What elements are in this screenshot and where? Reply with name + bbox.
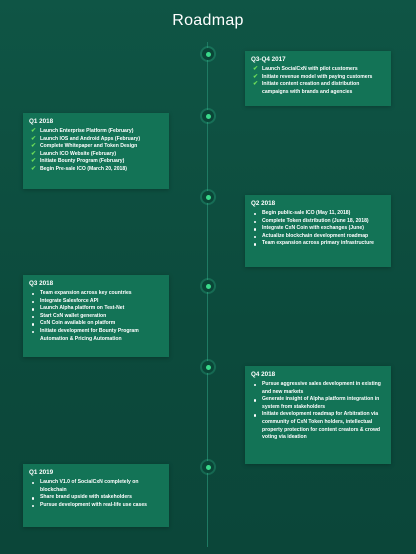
list-item: ✔ Launch ICO Website (February) <box>31 150 117 157</box>
timeline-dot <box>202 461 214 473</box>
milestone-card-q3-q4-2017 <box>245 51 391 106</box>
milestone-card-q3-2018 <box>23 275 169 357</box>
list-item: Actualize blockchain development roadmap <box>251 233 385 241</box>
milestone-list <box>29 290 163 343</box>
timeline-dot <box>202 191 214 203</box>
list-item: Generate insight of Alpha platform integration in system from stakeholders <box>251 396 385 411</box>
check-icon: ✔ <box>31 158 37 165</box>
list-item: ✔ Launch IOS and Android Apps (February) <box>31 135 141 142</box>
check-icon: ✔ <box>253 66 259 72</box>
bullet-icon <box>32 497 34 499</box>
milestone-card-q1-2018 <box>23 113 169 189</box>
milestone-title: Q1 2018 <box>29 118 54 125</box>
list-item: ✔ Initiate Bounty Program (February) <box>31 158 125 165</box>
check-icon: ✔ <box>253 73 259 80</box>
bullet-icon <box>32 323 34 325</box>
list-item: Pursue development with real-life use cases <box>29 502 163 510</box>
bullet-icon <box>254 236 256 238</box>
list-item: CxN Coin available on platform <box>29 320 163 328</box>
list-item: Integrate CxN Coin with exchanges (June) <box>251 225 385 233</box>
milestone-list <box>251 66 385 96</box>
bullet-icon <box>254 228 256 230</box>
milestone-title: Q1 2019 <box>29 469 54 476</box>
list-item: Begin public-sale ICO (May 11, 2018) <box>251 210 385 218</box>
milestone-title: Q3-Q4 2017 <box>251 56 286 63</box>
milestone-card-q2-2018 <box>245 195 391 267</box>
bullet-icon <box>254 384 256 386</box>
list-item: ✔ Initiate content creation and distribution campaigns with brands and agencies <box>253 81 360 95</box>
milestone-list <box>251 210 385 248</box>
list-item: Team expansion across key countries <box>29 290 163 298</box>
milestone-card-q1-2019 <box>23 464 169 527</box>
list-item: Integrate Salesforce API <box>29 298 163 306</box>
timeline-dot <box>202 110 214 122</box>
bullet-icon <box>254 213 256 215</box>
bullet-icon <box>254 399 256 401</box>
timeline-dot <box>202 48 214 60</box>
bullet-icon <box>254 221 256 223</box>
milestone-list <box>29 128 163 174</box>
bullet-icon <box>254 243 256 245</box>
list-item: Pursue aggressive sales development in existing and new markets <box>251 381 385 396</box>
timeline-dot <box>202 280 214 292</box>
milestone-title: Q4 2018 <box>251 371 276 378</box>
milestone-title: Q2 2018 <box>251 200 276 207</box>
bullet-icon <box>32 482 34 484</box>
check-icon: ✔ <box>253 81 259 88</box>
bullet-icon <box>32 293 34 295</box>
list-item: ✔ Launch SocialCxN with pilot customers <box>253 66 358 72</box>
list-item: Complete Token distribution (June 18, 2018) <box>251 218 385 226</box>
check-icon: ✔ <box>31 150 37 157</box>
list-item: ✔ Begin Pre-sale ICO (March 20, 2018) <box>31 165 127 172</box>
list-item: ✔ Initiate revenue model with paying customers <box>253 73 373 80</box>
list-item: Share brand upside with stakeholders <box>29 494 163 502</box>
list-item: ✔ Launch Enterprise Platform (February) <box>31 128 134 134</box>
bullet-icon <box>32 331 34 333</box>
list-item: Initiate development roadmap for Arbitration via community of CxN Token holders, intellectual property protection for content creators & crowd voting via ideation <box>251 411 385 441</box>
milestone-card-q4-2018 <box>245 366 391 464</box>
list-item: Start CxN wallet generation <box>29 313 163 321</box>
milestone-list <box>29 479 163 509</box>
list-item: ✔ Complete Whitepaper and Token Design <box>31 143 138 150</box>
bullet-icon <box>32 316 34 318</box>
milestone-list <box>251 381 385 442</box>
bullet-icon <box>254 414 256 416</box>
timeline-dot <box>202 361 214 373</box>
list-item: Initiate development for Bounty Program Automation & Pricing Automation <box>29 328 163 343</box>
list-item: Launch Alpha platform on Test-Net <box>29 305 163 313</box>
check-icon: ✔ <box>31 165 37 172</box>
list-item: Launch V1.0 of SocialCxN completely on blockchain <box>29 479 163 494</box>
milestone-title: Q3 2018 <box>29 280 54 287</box>
check-icon: ✔ <box>31 135 37 142</box>
check-icon: ✔ <box>31 143 37 150</box>
bullet-icon <box>32 505 34 507</box>
bullet-icon <box>32 308 34 310</box>
check-icon: ✔ <box>31 128 37 134</box>
list-item: Team expansion across primary infrastructure <box>251 240 385 248</box>
bullet-icon <box>32 301 34 303</box>
page-title: Roadmap <box>172 12 244 29</box>
